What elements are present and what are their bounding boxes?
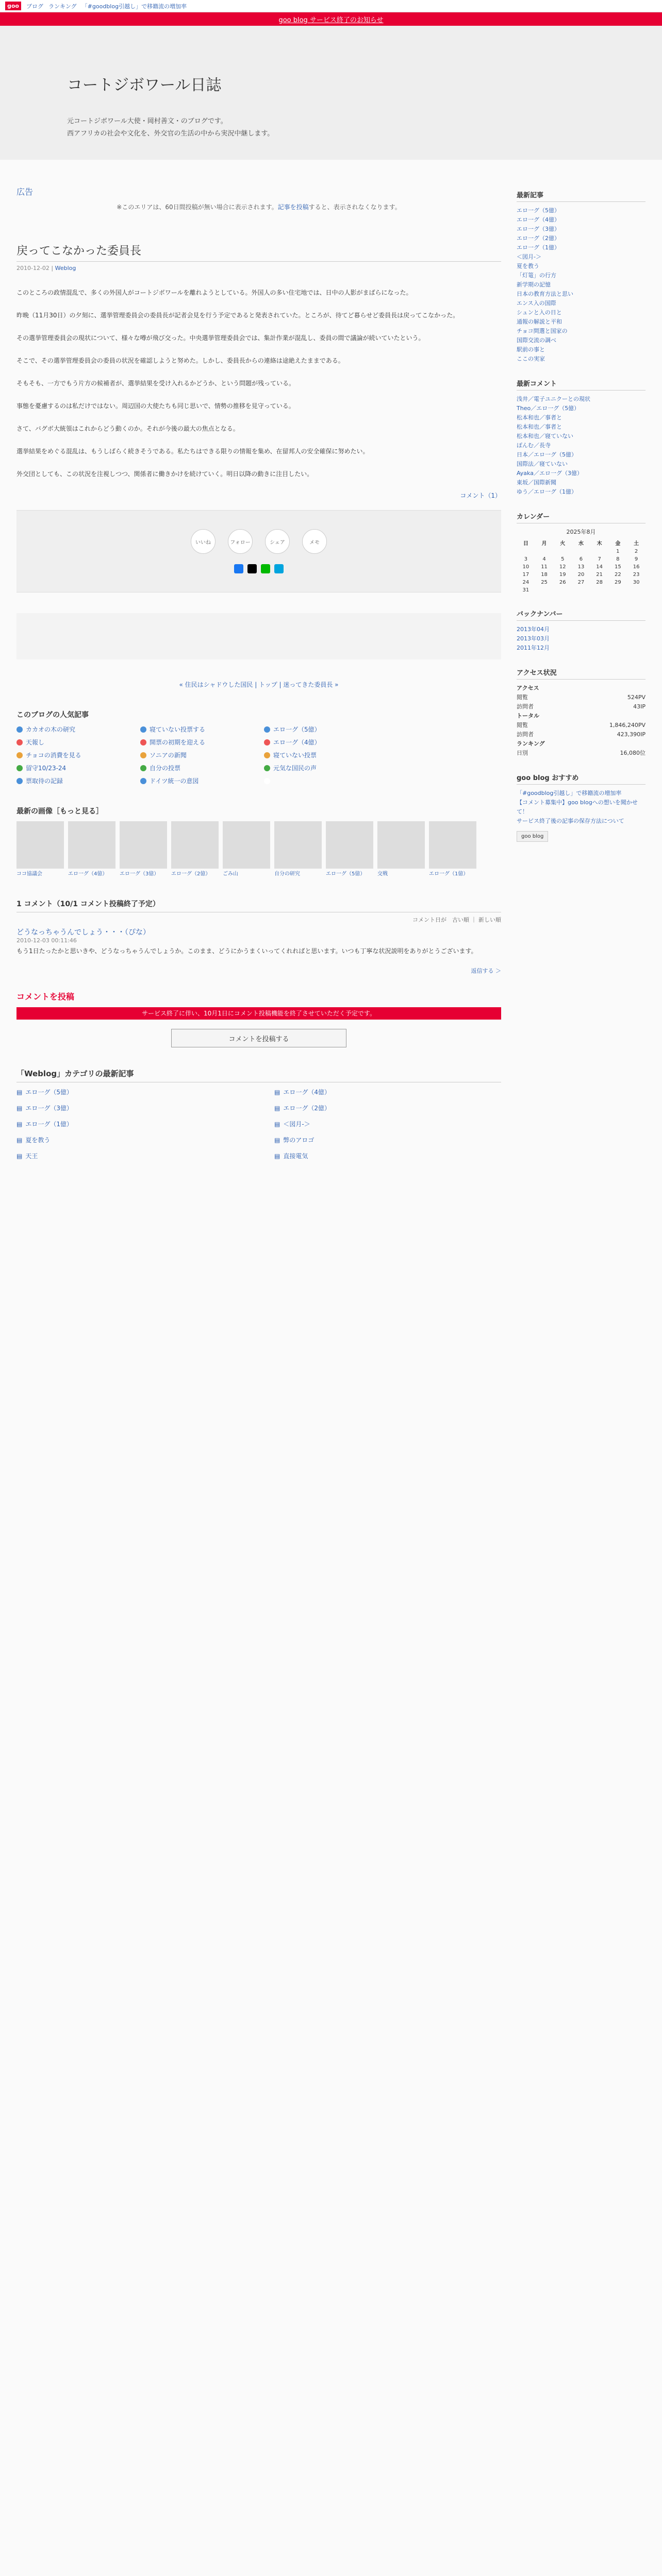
calendar-day[interactable]: 26: [559, 580, 566, 585]
popular-item-label[interactable]: エロ一グ（4億）: [273, 739, 321, 746]
sidebar-comment-item[interactable]: 浅井／電子ユニクーとの現状: [517, 396, 590, 402]
thumb-item[interactable]: [223, 821, 270, 878]
sidebar-recent-heading: 最新記事: [517, 190, 646, 202]
popular-item-label[interactable]: エロ一グ（5億）: [273, 726, 321, 733]
calendar-day[interactable]: 31: [522, 587, 529, 593]
sidebar-recent-item[interactable]: チョコ問選と国家の: [517, 328, 568, 334]
entry-paragraph: このところの政情混乱で、多くの外国人がコートジボワールを離れようとしている。外国人の多い住宅地では、日中の人影がまばらになった。: [16, 289, 412, 296]
recent-item[interactable]: [16, 1120, 243, 1128]
ad-note-text: ※このエリアは、60日間投稿が無い場合に表示されます。: [117, 204, 278, 211]
popular-item-label[interactable]: 留守10/23-24: [26, 765, 67, 772]
recent-item[interactable]: [274, 1120, 501, 1128]
backnumber-item[interactable]: 2011年12月: [517, 645, 550, 651]
thumb-caption[interactable]: 自分の研究: [274, 871, 300, 877]
ranking-heading: ランキング: [517, 740, 545, 747]
recent-item-label[interactable]: 天王: [25, 1153, 38, 1160]
calendar-day[interactable]: 27: [577, 580, 585, 585]
thumb-image[interactable]: [68, 821, 115, 869]
calendar-weekday: 水: [578, 541, 584, 547]
thumb-caption[interactable]: エロ一グ（4億）: [68, 871, 108, 877]
tag-dot-icon: [264, 752, 270, 758]
tag-dot-icon: [140, 765, 146, 771]
sidebar-recent-item[interactable]: エロ一グ（5億）: [517, 207, 560, 214]
recent-item[interactable]: [274, 1136, 501, 1144]
goo-logo[interactable]: goo: [5, 2, 21, 10]
popular-item[interactable]: [140, 776, 243, 785]
blog-header: [0, 26, 662, 160]
category-recent-list: [16, 1088, 501, 1160]
backnumber-heading: バックナンバー: [517, 608, 646, 621]
blog-title[interactable]: コートジボワール日誌: [67, 76, 222, 94]
comment-body: もう1日たったかと思いきや、どうなっちゃうんでしょうか。このまま、どうにかうまくいってくれればと思います。いつも丁寧な状況説明をありがとうございます。: [16, 947, 477, 955]
tag-dot-icon: [140, 778, 146, 784]
popular-item-label[interactable]: 元気な国民の声: [273, 765, 317, 772]
calendar-day[interactable]: 5: [561, 556, 565, 562]
sidebar-comment-item[interactable]: ゆう／エロ一グ（1億）: [517, 488, 577, 495]
recent-item[interactable]: [16, 1088, 243, 1096]
comment-title: どうなっちゃうんでしょう・・・（ぴな）: [16, 928, 150, 937]
sidebar-recent-item[interactable]: エンス入の国際: [517, 300, 556, 307]
sidebar-comment-item[interactable]: 松本和也／寝ていない: [517, 433, 573, 439]
post-article-link[interactable]: 記事を投稿: [277, 204, 309, 211]
top-bar: [0, 0, 662, 12]
sidebar-recent-item[interactable]: エロ一グ（3億）: [517, 226, 560, 232]
recent-item[interactable]: [274, 1104, 501, 1112]
hatena-icon[interactable]: [274, 564, 284, 573]
popular-item[interactable]: [264, 725, 367, 734]
stat-label: 訪問者: [517, 703, 534, 710]
thumb-image[interactable]: [429, 821, 476, 869]
calendar-day[interactable]: 11: [541, 564, 548, 570]
calendar-day[interactable]: 15: [615, 564, 621, 570]
access-heading: アクセス状況: [517, 667, 646, 680]
popular-item-label[interactable]: 自分の投票: [150, 765, 181, 772]
calendar-day: [517, 548, 535, 555]
doc-icon: ▤: [274, 1088, 280, 1096]
sidebar-comment-item[interactable]: Theo／エロ一グ（5億）: [517, 405, 580, 412]
thumb-item[interactable]: [326, 821, 373, 878]
tag-dot-icon: [264, 765, 270, 771]
category-recent-heading: 「Weblog」カテゴリの最新記事: [16, 1068, 501, 1082]
calendar-day[interactable]: 3: [524, 556, 528, 562]
comment-count-link[interactable]: コメント（1）: [460, 492, 501, 499]
sidebar-recent-item[interactable]: エロ一グ（2億）: [517, 235, 560, 242]
thumb-list: [16, 821, 501, 878]
sidebar-recent-list: [517, 206, 646, 364]
stat-value: 43IP: [633, 703, 646, 710]
sidebar-recent-item[interactable]: シュンと入の日と: [517, 309, 562, 316]
popular-item[interactable]: [140, 751, 243, 759]
doc-icon: ▤: [16, 1088, 23, 1096]
blog-desc-line: 西アフリカの社会や文化を、外交官の生活の中から実況中継します。: [67, 130, 274, 138]
main-column: [16, 175, 501, 1160]
entry-date: 2010-12-02: [16, 265, 49, 272]
latest-images-heading[interactable]: 最新の画像［もっと見る］: [16, 807, 103, 816]
tag-dot-icon: [16, 739, 23, 745]
post-comment-button[interactable]: コメントを投稿する: [171, 1029, 346, 1047]
stat-label: 閲覧: [517, 694, 528, 701]
calendar-day[interactable]: 16: [633, 564, 640, 570]
popular-item[interactable]: [264, 738, 367, 747]
recent-item-label[interactable]: エロ一グ（3億）: [25, 1105, 73, 1112]
recent-item-label[interactable]: エロ一グ（1億）: [25, 1121, 73, 1128]
sidebar-recent-item[interactable]: 「灯篭」の行方: [517, 272, 556, 279]
topbar-link-migrate[interactable]: 「#goodblog引越し」で移籍流の増加率: [81, 3, 187, 10]
sidebar-recent-item[interactable]: エロ一グ（4億）: [517, 216, 560, 223]
entry-meta: 2010-12-02 | Weblog: [16, 265, 76, 272]
sidebar-recent-item[interactable]: 夏を教う: [517, 263, 539, 269]
thumb-item[interactable]: [171, 821, 219, 878]
calendar-day[interactable]: 18: [541, 572, 548, 578]
calendar-day[interactable]: 19: [559, 572, 566, 578]
calendar-weekday: 金: [615, 541, 621, 547]
like-button[interactable]: いいね: [191, 529, 216, 554]
sidebar-recent-item[interactable]: エロ一グ（1億）: [517, 244, 560, 251]
x-icon[interactable]: [247, 564, 257, 573]
thumb-image[interactable]: [326, 821, 373, 869]
calendar-day: [590, 548, 609, 555]
sidebar-comments-list: [517, 395, 646, 497]
recent-item-label[interactable]: エロ一グ（4億）: [283, 1089, 330, 1096]
doc-icon: ▤: [16, 1120, 23, 1128]
calendar-day: [572, 586, 590, 594]
service-end-notice[interactable]: [0, 12, 662, 26]
thumb-caption[interactable]: エロ一グ（2億）: [171, 871, 211, 877]
popular-item-label[interactable]: 天報し: [26, 739, 45, 746]
popular-item[interactable]: [140, 725, 243, 734]
sidebar-comment-item[interactable]: 東坂／国際新聞: [517, 479, 556, 486]
popular-heading: このブログの人気記事: [16, 711, 89, 719]
doc-icon: ▤: [16, 1104, 23, 1112]
thumb-image[interactable]: [171, 821, 219, 869]
calendar-day: [609, 586, 627, 594]
entry-paragraph: 昨晩（11月30日）の夕刻に、選挙管理委員会の委員長が記者会見を行う予定であると発表されていた。ところが、待てど暮らせど委員長は戻ってこなかった。: [16, 312, 459, 319]
doc-icon: ▤: [274, 1104, 280, 1112]
calendar-day[interactable]: 22: [615, 572, 621, 578]
recent-item[interactable]: [274, 1088, 501, 1096]
thumb-caption[interactable]: エロ一グ（3億）: [120, 871, 159, 877]
calendar-day[interactable]: 8: [616, 556, 620, 562]
sidebar-recent-item[interactable]: 日本の教育方法と思い: [517, 291, 573, 297]
comment-sort[interactable]: コメント日が 古い順 ｜ 新しい順: [412, 917, 501, 923]
calendar-day: [572, 548, 590, 555]
thumb-caption[interactable]: 交戦: [377, 871, 388, 877]
calendar-day: [535, 586, 554, 594]
calendar-day: [627, 586, 646, 594]
thumb-item[interactable]: [274, 821, 322, 878]
entry-title[interactable]: 戻ってこなかった委員長: [16, 242, 501, 262]
comments-heading: 1 コメント（10/1 コメント投稿終了予定）: [16, 899, 501, 912]
ad-label: 広告: [16, 187, 34, 197]
recent-item[interactable]: [16, 1151, 243, 1160]
calendar-weekday: 日: [523, 541, 528, 547]
popular-item[interactable]: [264, 776, 367, 785]
tag-dot-icon: [16, 765, 23, 771]
sidebar-comment-item[interactable]: 日本／エロ一グ（5億）: [517, 451, 577, 458]
share-area: [16, 510, 501, 592]
popular-item-label[interactable]: 寝ていない投票する: [150, 726, 206, 733]
calendar-day[interactable]: 2: [634, 549, 638, 554]
calendar-day[interactable]: 14: [596, 564, 603, 570]
calendar-day[interactable]: 24: [522, 580, 529, 585]
thumb-image[interactable]: [223, 821, 270, 869]
stat-label: 訪問者: [517, 731, 534, 738]
doc-icon: ▤: [274, 1136, 280, 1144]
stat-label: 日別: [517, 750, 528, 756]
popular-item[interactable]: [16, 725, 120, 734]
calendar-day: [535, 548, 554, 555]
thumb-item[interactable]: [120, 821, 167, 878]
sidebar-recent-item[interactable]: 通報の解説と平和: [517, 318, 562, 325]
notice-text[interactable]: goo blog サービス終了のお知らせ: [278, 16, 384, 24]
sidebar: [517, 175, 646, 1160]
calendar-day[interactable]: 29: [615, 580, 621, 585]
stat-label: 閲覧: [517, 722, 528, 728]
calendar-heading: カレンダー: [517, 511, 646, 523]
popular-item[interactable]: [16, 738, 120, 747]
calendar-day[interactable]: 10: [522, 564, 529, 570]
tag-dot-icon: [140, 739, 146, 745]
stat-value: 16,080位: [620, 750, 646, 756]
calendar-day[interactable]: 23: [633, 572, 640, 578]
entry-paragraph: 外交団としても、この状況を注視しつつ、関係者に働きかけを続けていく。明日以降の動きに注目したい。: [16, 470, 313, 478]
sidebar-comment-item[interactable]: Ayaka／エロ一グ（3億）: [517, 470, 583, 477]
popular-item-label[interactable]: ソニアの新聞: [150, 752, 187, 759]
ad-box: [16, 613, 501, 659]
tag-dot-icon: [16, 752, 23, 758]
sidebar-recent-item[interactable]: 駅前の事と: [517, 346, 545, 353]
popular-item-label[interactable]: カカオの木の研究: [26, 726, 76, 733]
doc-icon: ▤: [16, 1136, 23, 1144]
recent-item-label[interactable]: 夏を教う: [25, 1137, 51, 1144]
calendar-month: 2025年8月: [566, 529, 596, 535]
tag-dot-icon: [16, 778, 23, 784]
popular-item[interactable]: [16, 751, 120, 759]
popular-item-label[interactable]: チョコの消費を見る: [26, 752, 81, 759]
sidebar-comment-item[interactable]: 国際法／寝ていない: [517, 461, 568, 467]
blog-description: [67, 115, 662, 140]
recent-item-label[interactable]: ＜図月-＞: [283, 1121, 310, 1128]
calendar-weekday: 月: [541, 541, 547, 547]
backnumber-item[interactable]: 2013年03月: [517, 635, 550, 642]
ad-note: [16, 202, 501, 211]
sidebar-comment-item[interactable]: 松本和也／事者と: [517, 414, 562, 421]
popular-item[interactable]: [16, 776, 120, 785]
thumb-image[interactable]: [120, 821, 167, 869]
popular-item-label[interactable]: ドイツ統一の意図: [150, 777, 199, 785]
calendar-day[interactable]: 4: [542, 556, 546, 562]
calendar-weekday: 木: [597, 541, 602, 547]
calendar-weekday: 火: [560, 541, 566, 547]
sidebar-comment-item[interactable]: 松本和也／事者と: [517, 423, 562, 430]
recent-item-label[interactable]: エロ一グ（2億）: [283, 1105, 330, 1112]
thumb-image[interactable]: [274, 821, 322, 869]
calendar-day[interactable]: 9: [634, 556, 638, 562]
access-stats: [517, 684, 646, 758]
calendar-weekday: 土: [634, 541, 639, 547]
thumb-item[interactable]: [68, 821, 115, 878]
follow-button[interactable]: フォロー: [228, 529, 253, 554]
entry-category[interactable]: Weblog: [55, 265, 76, 272]
calendar-day[interactable]: 28: [596, 580, 603, 585]
calendar-day[interactable]: 20: [577, 572, 585, 578]
thumb-caption[interactable]: エロ一グ（5億）: [326, 871, 366, 877]
doc-icon: ▤: [16, 1152, 23, 1160]
tag-dot-icon: [16, 726, 23, 733]
popular-item[interactable]: [16, 764, 120, 772]
popular-item-label[interactable]: 票取待の記録: [26, 777, 63, 785]
reply-link[interactable]: 返信する ＞: [471, 968, 501, 974]
popular-item[interactable]: [264, 764, 367, 772]
thumb-item[interactable]: [429, 821, 476, 878]
thumb-caption[interactable]: エロ一グ（1億）: [429, 871, 469, 877]
entry-paragraph: 選挙結果をめぐる混乱は、もうしばらく続きそうである。私たちはできる限りの情報を集め、在留邦人の安全確保に努めたい。: [16, 448, 369, 455]
calendar-day[interactable]: 1: [616, 549, 620, 554]
line-icon[interactable]: [261, 564, 270, 573]
calendar: [517, 538, 646, 594]
calendar-day[interactable]: 13: [577, 564, 585, 570]
calendar-day: [553, 586, 572, 594]
access-today-heading: アクセス: [517, 685, 539, 691]
post-comment-heading: コメントを投稿: [16, 992, 75, 1002]
recent-item[interactable]: [16, 1104, 243, 1112]
tag-dot-icon: [264, 726, 270, 733]
sidebar-recent-item[interactable]: ＜図月-＞: [517, 253, 541, 260]
blog-desc-line: 元コートジボワール大使・岡村善文・のブログです。: [67, 117, 227, 125]
calendar-day: [553, 548, 572, 555]
entry-paragraph: その選挙管理委員会の現状について、様々な噂が飛び交った。中央選挙管理委員会では、集計作業が混乱し、委員の間で議論が続いていたという。: [16, 334, 425, 342]
sidebar-comments-heading: 最新コメント: [517, 378, 646, 391]
goo-recommend-list: [517, 789, 646, 826]
popular-item-label[interactable]: 寝ていない投票: [273, 752, 317, 759]
popular-item[interactable]: [140, 738, 243, 747]
popular-item-label[interactable]: 開票の初期を迎える: [150, 739, 206, 746]
post-navigation[interactable]: « 住民はシャドウした国民 | トップ | 迷ってきた委員長 »: [179, 681, 339, 688]
entry-paragraph: そこで、その選挙管理委員会の委員の状況を確認しようと努めた。しかし、委員長からの連絡は途絶えたままである。: [16, 357, 344, 364]
tag-dot-icon: [264, 778, 270, 784]
recent-item-label[interactable]: 直接電気: [283, 1153, 308, 1160]
goo-recommend-item[interactable]: 【コメント募集中】goo blogへの想いを聞かせて！: [517, 799, 638, 815]
memo-button[interactable]: メモ: [302, 529, 327, 554]
popular-item[interactable]: [140, 764, 243, 772]
ad-note-end: すると、表示されなくなります。: [308, 204, 401, 211]
stat-value: 423,390IP: [617, 731, 646, 738]
calendar-day[interactable]: 12: [559, 564, 566, 570]
stat-value: 524PV: [627, 694, 646, 701]
thumb-item[interactable]: [377, 821, 425, 878]
thumb-item[interactable]: [16, 821, 64, 878]
recent-item-label[interactable]: 弊のアロゴ: [283, 1137, 315, 1144]
calendar-day[interactable]: 30: [633, 580, 640, 585]
comment-date: 2010-12-03 00:11:46: [16, 937, 77, 944]
recent-item[interactable]: [16, 1136, 243, 1144]
goo-recommend-item[interactable]: サービス終了後の記事の保存方法について: [517, 818, 624, 824]
popular-list: [16, 725, 501, 785]
tag-dot-icon: [140, 752, 146, 758]
entry-body: [16, 287, 501, 480]
doc-icon: ▤: [274, 1152, 280, 1160]
stat-value: 1,846,240PV: [609, 722, 646, 728]
backnumber-item[interactable]: 2013年04月: [517, 626, 550, 633]
thumb-image[interactable]: [16, 821, 64, 869]
access-total-heading: トータル: [517, 713, 539, 719]
backnumber-list: [517, 625, 646, 653]
sidebar-recent-item[interactable]: ここの実家: [517, 355, 545, 362]
calendar-day: [590, 586, 609, 594]
follow-goo-button[interactable]: goo blog: [517, 831, 548, 842]
tag-dot-icon: [140, 726, 146, 733]
thumb-caption[interactable]: ココ協議会: [16, 871, 42, 877]
comment-end-notice[interactable]: サービス終了に伴い、10月1日にコメント投稿機能を終了させていただく予定です。: [16, 1007, 501, 1020]
goo-recommend-item[interactable]: 「#goodblog引越し」で移籍流の増加率: [517, 790, 622, 796]
calendar-day[interactable]: 7: [598, 556, 601, 562]
doc-icon: ▤: [274, 1120, 280, 1128]
thumb-caption[interactable]: ごみ山: [223, 871, 238, 877]
recent-item[interactable]: [274, 1151, 501, 1160]
popular-item[interactable]: [264, 751, 367, 759]
calendar-day[interactable]: 21: [596, 572, 603, 578]
topbar-link-ranking[interactable]: ランキング: [48, 3, 77, 10]
calendar-day[interactable]: 17: [522, 572, 529, 578]
entry-paragraph: そもそも、一方でもう片方の候補者が、選挙結果を受け入れるかどうか、という問題が残っている。: [16, 380, 295, 387]
facebook-icon[interactable]: [234, 564, 243, 573]
sidebar-comment-item[interactable]: ぽんむ／長寺: [517, 442, 551, 449]
calendar-day[interactable]: 6: [579, 556, 583, 562]
entry-paragraph: さて、バグボ大統領はこれからどう動くのか。それが今後の最大の焦点となる。: [16, 425, 239, 432]
sidebar-recent-item[interactable]: 国際交流の調べ: [517, 337, 556, 344]
share-button[interactable]: シェア: [265, 529, 290, 554]
sidebar-recent-item[interactable]: 新学期の記憶: [517, 281, 551, 288]
tag-dot-icon: [264, 739, 270, 745]
topbar-link-blog[interactable]: ブログ: [26, 3, 43, 10]
entry-paragraph: 事態を憂慮するのは私だけではない。周辺国の大使たちも同じ思いで、情勢の推移を見守っている。: [16, 402, 295, 410]
calendar-day[interactable]: 25: [541, 580, 548, 585]
recent-item-label[interactable]: エロ一グ（5億）: [25, 1089, 73, 1096]
thumb-image[interactable]: [377, 821, 425, 869]
goo-recommend-heading: goo blog おすすめ: [517, 772, 646, 785]
